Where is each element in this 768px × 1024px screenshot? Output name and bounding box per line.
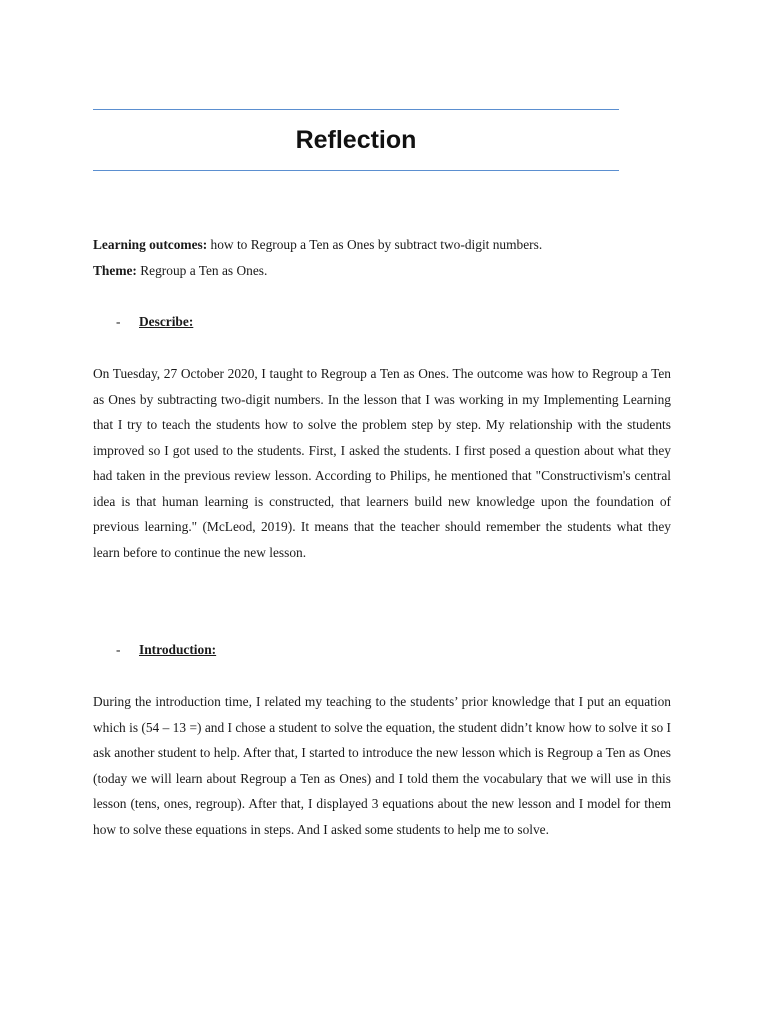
- learning-outcomes-label: Learning outcomes:: [93, 237, 208, 252]
- title-top-rule: [93, 109, 619, 110]
- learning-outcomes-line: [93, 236, 653, 254]
- theme-label: Theme:: [93, 263, 137, 278]
- theme-text: Regroup a Ten as Ones.: [136, 263, 268, 278]
- section-heading-text: Describe:: [139, 314, 194, 329]
- bullet-dash: -: [116, 314, 121, 329]
- section-heading-describe: [116, 313, 193, 331]
- title-bottom-rule: [93, 170, 619, 171]
- section-body-describe: On Tuesday, 27 October 2020, I taught to Regroup a Ten as Ones. The outcome was how to Regroup a Ten as Ones by subtracting two-digit numbers. In the lesson that I was working in my Implementing Learning that I try to teach the students how to solve the problem step by step. My relationship with the students improved so I got used to the students. First, I asked the students. I first posed a question about what they had taken in the previous review lesson. According to Philips, he mentioned that "Constructivism's central idea is that human learning is constructed, that learners build new knowledge upon the foundation of previous learning." (McLeod, 2019). It means that the teacher should remember the students what they learn before to continue the new lesson.: [93, 366, 671, 560]
- page-title: Reflection: [295, 126, 417, 154]
- section-heading-text: Introduction:: [139, 642, 217, 657]
- section-heading-introduction: [116, 641, 216, 659]
- section-body-introduction: During the introduction time, I related my teaching to the students’ prior knowledge that I put an equation which is (54 – 13 =) and I chose a student to solve the equation, the student didn’t know how to solve it so I ask another student to help. After that, I started to introduce the new lesson which is Regroup a Ten as Ones (today we will learn about Regroup a Ten as Ones) and I told them the vocabulary that we will use in this lesson (tens, ones, regroup). After that, I displayed 3 equations about the new lesson and I model for them how to solve these equations in steps. And I asked some students to help me to solve.: [93, 694, 671, 837]
- theme-line: [93, 262, 653, 280]
- bullet-dash: -: [116, 642, 121, 657]
- learning-outcomes-text: how to Regroup a Ten as Ones by subtract two-digit numbers.: [207, 237, 543, 252]
